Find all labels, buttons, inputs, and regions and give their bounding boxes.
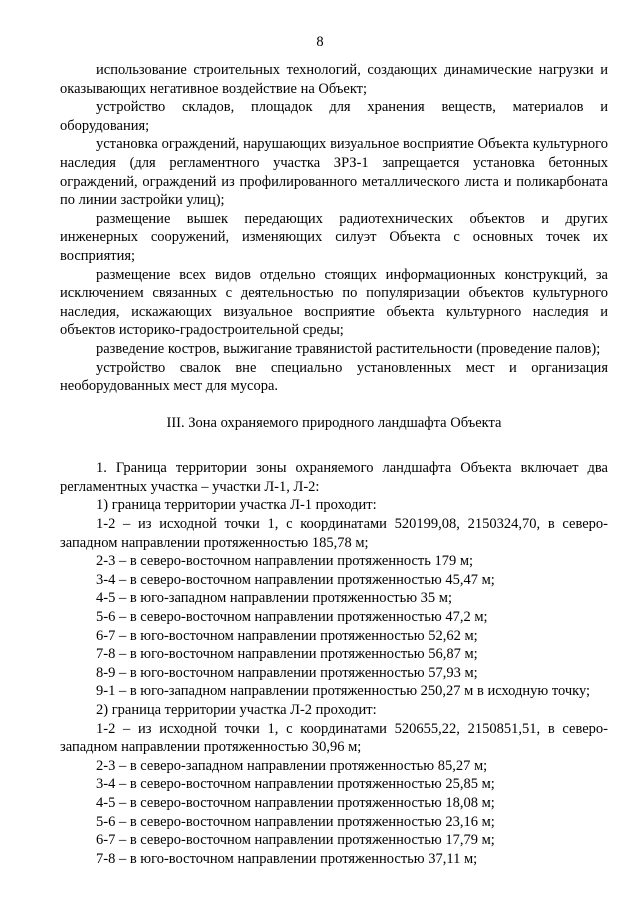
boundary-segment: 6-7 – в северо-восточном направлении протяженностью 17,79 м; [96, 832, 495, 849]
boundary-segment: 3-4 – в северо-восточном направлении протяженностью 45,47 м; [96, 571, 495, 588]
boundary-segment: 9-1 – в юго-западном направлении протяженностью 250,27 м в исходную точку; [96, 683, 591, 700]
boundary-segment: 5-6 – в северо-восточном направлении протяженностью 47,2 м; [96, 609, 488, 626]
prohibition-item: устройство свалок вне специально установленных мест и организация необорудованных мест для мусора. [60, 359, 608, 395]
boundary-segment: 6-7 – в юго-восточном направлении протяженностью 52,62 м; [96, 627, 478, 644]
page-number: 8 [316, 34, 324, 50]
plot-l2-segments [60, 720, 608, 869]
plot-l1-segments [60, 515, 608, 701]
section-heading: III. Зона охраняемого природного ландшафта Объекта [166, 414, 502, 431]
boundary-segment: 2-3 – в северо-западном направлении протяженностью 85,27 м; [96, 757, 488, 774]
boundary-segment: 8-9 – в юго-восточном направлении протяженностью 57,93 м; [96, 664, 478, 681]
boundary-segment: 3-4 – в северо-восточном направлении протяженностью 25,85 м; [96, 776, 495, 793]
boundary-segment: 2-3 – в северо-восточном направлении протяженность 179 м; [96, 553, 474, 570]
section-intro: 1. Граница территории зоны охраняемого ландшафта Объекта включает два регламентных участка – участки Л-1, Л-2: [60, 460, 608, 495]
boundary-segment: 4-5 – в северо-восточном направлении протяженностью 18,08 м; [96, 794, 495, 811]
prohibition-item: размещение всех видов отдельно стоящих информационных конструкций, за исключением связанных с деятельностью по популяризации объектов культурного наследия, искажающих визуальное восприятие объекта культурного наследия и объектов историко-градостроительной среды; [60, 266, 608, 339]
boundary-segment: 5-6 – в северо-восточном направлении протяженностью 23,16 м; [96, 813, 495, 830]
boundary-segment: 1-2 – из исходной точки 1, с координатами 520199,08, 2150324,70, в северо-западном направлении протяженностью 185,78 м; [60, 516, 608, 551]
prohibition-item: устройство складов, площадок для хранения веществ, материалов и оборудования; [60, 99, 608, 134]
prohibition-item: установка ограждений, нарушающих визуальное восприятие Объекта культурного наследия (для регламентного участка ЗРЗ-1 запрещается установка бетонных ограждений, ограждений из профилированного металлического листа и поликарбоната по линии застройки улиц); [60, 136, 608, 209]
prohibition-item: размещение вышек передающих радиотехнических объектов и других инженерных сооружений, изменяющих силуэт Объекта с основных точек их восприятия; [60, 210, 608, 264]
boundary-segment: 1-2 – из исходной точки 1, с координатами 520655,22, 2150851,51, в северо-западном направлении протяженностью 30,96 м; [60, 720, 608, 756]
boundary-segment: 4-5 – в юго-западном направлении протяженностью 35 м; [96, 590, 453, 607]
boundary-segment: 7-8 – в юго-восточном направлении протяженностью 37,11 м; [96, 850, 478, 867]
prohibition-item: использование строительных технологий, создающих динамические нагрузки и оказывающих негативное воздействие на Объект; [60, 62, 608, 97]
boundary-segment: 7-8 – в юго-восточном направлении протяженностью 56,87 м; [96, 646, 478, 663]
plot-l1-heading: 1) граница территории участка Л-1 проходит: [96, 497, 377, 514]
plot-l2-heading: 2) граница территории участка Л-2 проходит: [96, 702, 377, 718]
document-body [60, 61, 608, 868]
prohibition-item: разведение костров, выжигание травянистой растительности (проведение палов); [96, 340, 601, 357]
